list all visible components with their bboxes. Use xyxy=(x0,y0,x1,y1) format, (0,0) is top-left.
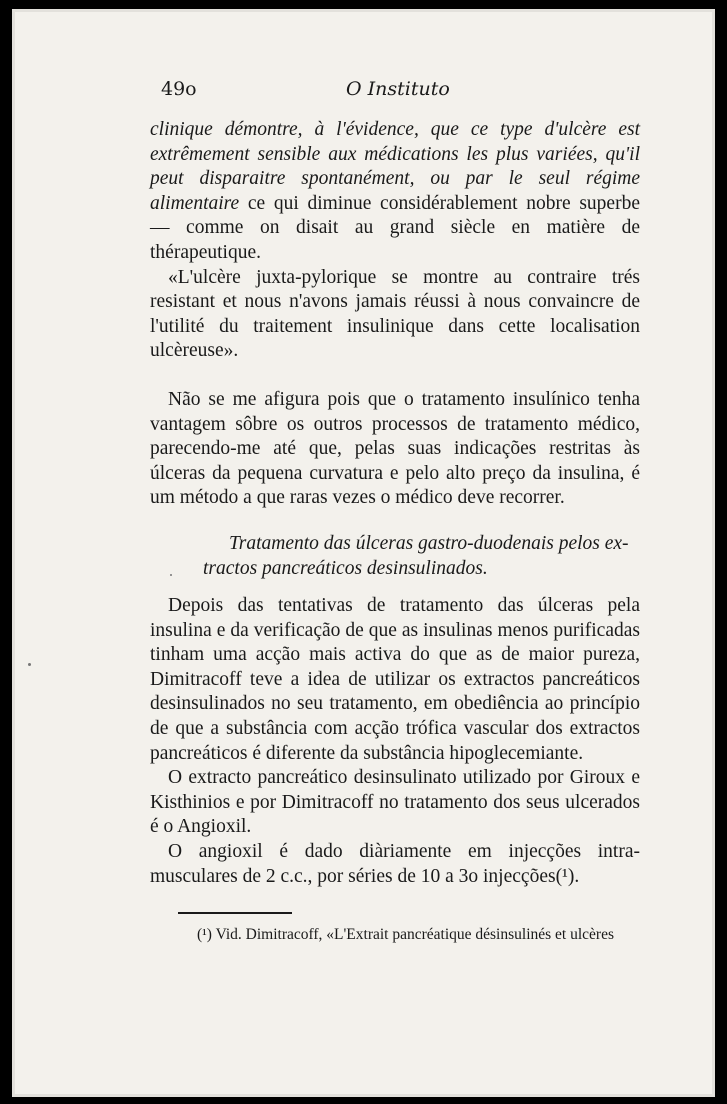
book-page xyxy=(12,9,715,1097)
paragraph-insulin-treatment: Não se me afigura pois que o tratamento insulínico tenha vantagem sôbre os outros processos de tratamento médico, parecendo-me até que, pelas suas indicações restritas às úlceras da pequena curvatura e pelo alto preço da insulina, é um método a que raras vezes o médico deve recorrer. xyxy=(150,388,640,509)
paragraph-dosage xyxy=(150,840,640,889)
footnote-rule xyxy=(178,912,292,914)
paragraph-angioxil: O extracto pancreático desinsulinato utilizado por Giroux e Kisthinios e por Dimitracoff no tratamento dos seus ulcerados é o Angioxil. xyxy=(150,767,640,838)
journal-title: O Instituto xyxy=(346,78,450,100)
dosage-text: O angioxil é dado diàriamente em injecções intra-musculares de 2 c.c., por séries de 10 a 3o injecções xyxy=(150,841,640,887)
quote-roman-text: ce qui diminue considérablement nobre superbe — comme on disait au grand siècle en matière de thérapeutique. xyxy=(150,192,640,263)
paragraph-quote-continuation xyxy=(150,118,640,266)
section-heading-line-1: Tratamento das úlceras gastro-duodenais pelos ex- xyxy=(229,532,629,554)
quote-italic-text: clinique démontre, à l'évidence, que ce type d'ulcère est extrêmement sensible aux médications les plus variées, qu'il peut disparaitre spontanément, ou par le seul régime alimentaire xyxy=(150,119,640,214)
footnote-marker: (¹) xyxy=(197,926,212,943)
body-text xyxy=(150,118,640,889)
page-number: 49o xyxy=(161,78,197,100)
footnote-reference: (¹). xyxy=(555,865,580,887)
footnote xyxy=(178,925,640,945)
paper-speck xyxy=(28,663,31,666)
paragraph-dimitracoff: Depois das tentativas de tratamento das úlceras pela insulina e da verificação de que as insulinas menos purificadas tinham uma acção mais activa do que as de maior pureza, Dimitracoff teve a idea de utilizar os extractos pancreáticos desinsulinados no seu tratamento, em obediência ao princípio de que a substância com acção trófica vascular dos extractos pancreáticos é diferente da substância hipoglecemiante. xyxy=(150,595,640,764)
section-heading xyxy=(150,532,640,581)
running-head xyxy=(161,78,641,104)
section-heading-line-2: tractos pancreáticos desinsulinados. xyxy=(203,557,488,579)
footnote-text: Vid. Dimitracoff, «L'Extrait pancréatique désinsulinés et ulcères xyxy=(211,926,614,943)
paragraph-quote-ulcere: «L'ulcère juxta-pylorique se montre au contraire trés resistant et nous n'avons jamais réussi à nous convaincre de l'utilité du traitement insulinique dans cette localisation ulcèreuse». xyxy=(150,266,640,362)
paper-speck xyxy=(170,574,172,576)
